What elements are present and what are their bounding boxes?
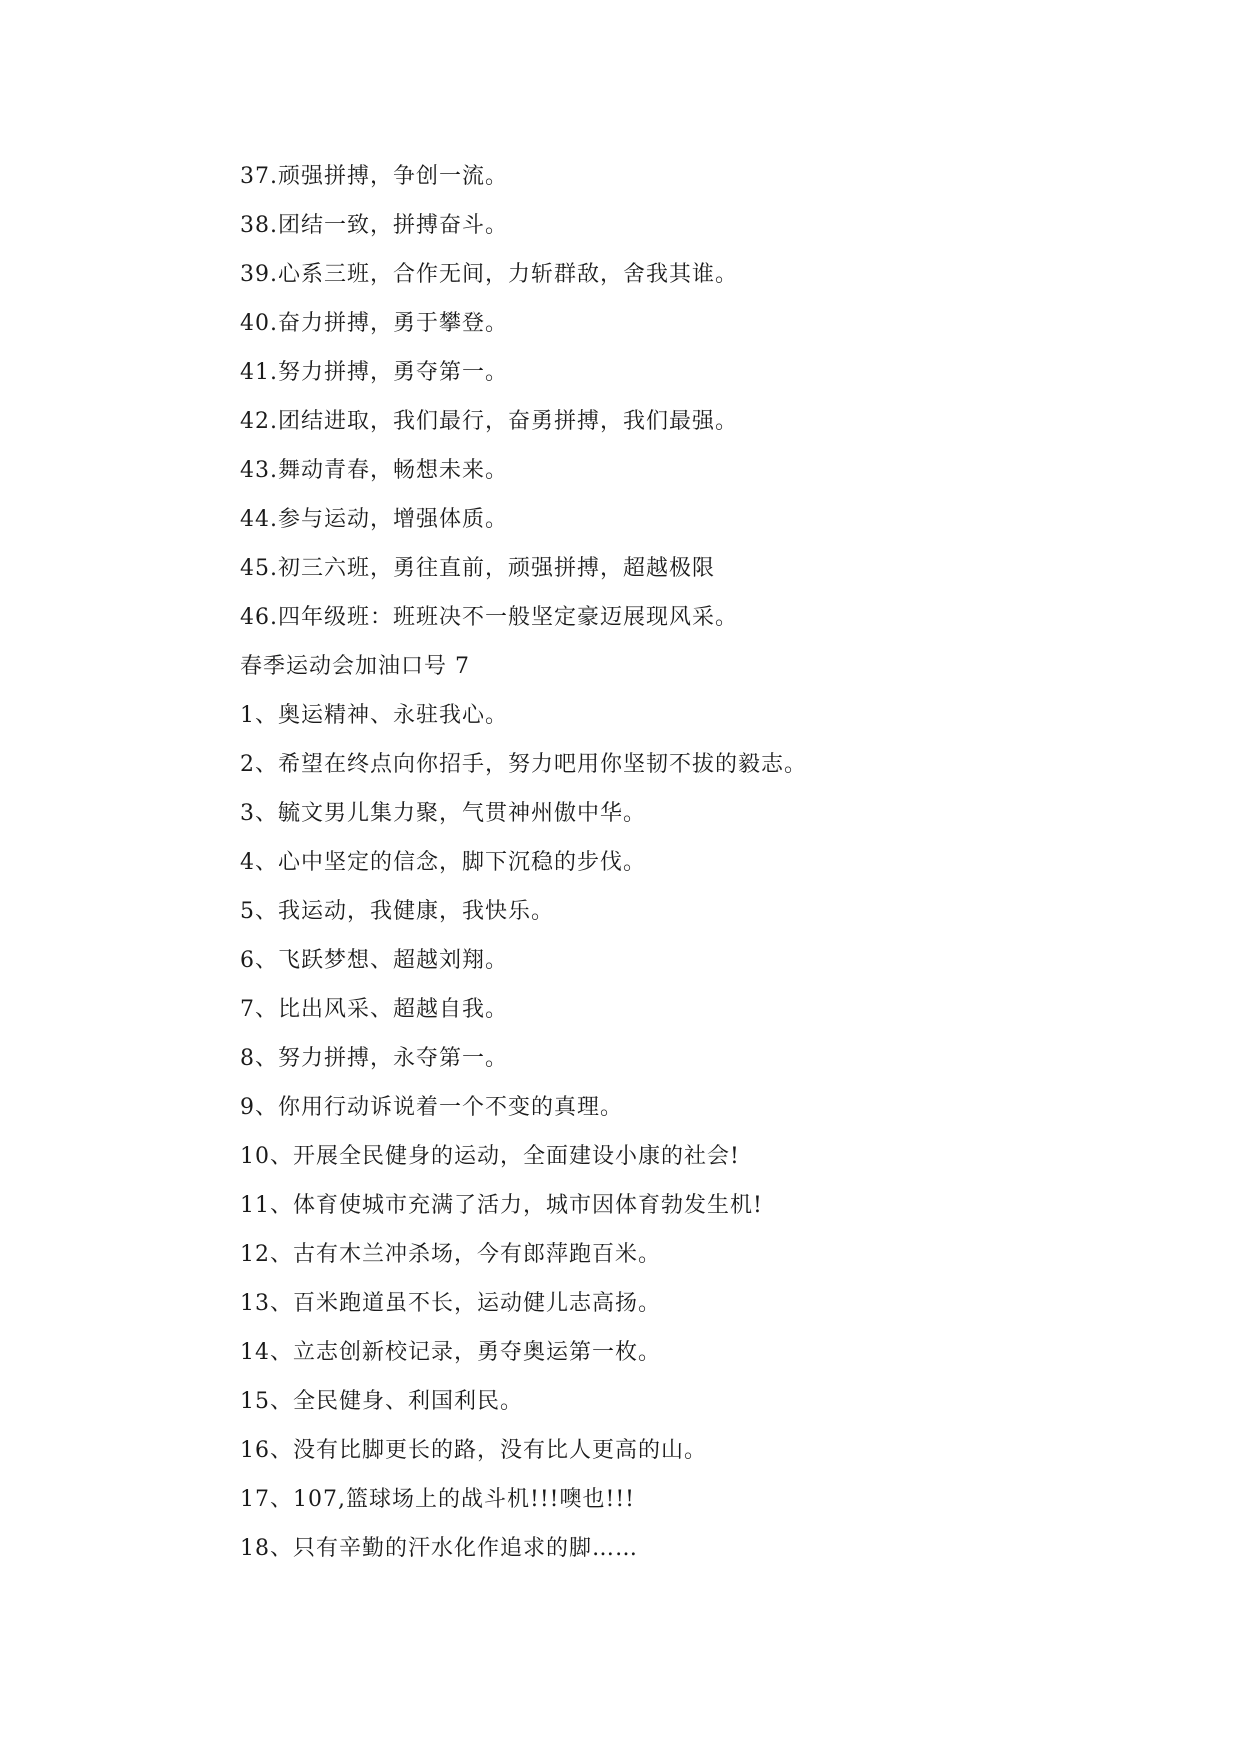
text-line: 40.奋力拼搏，勇于攀登。 xyxy=(240,311,508,336)
text-line: 11、体育使城市充满了活力，城市因体育勃发生机! xyxy=(240,1193,763,1218)
text-line: 1、奥运精神、永驻我心。 xyxy=(240,703,508,728)
text-line: 5、我运动，我健康，我快乐。 xyxy=(240,899,554,924)
document-body xyxy=(240,152,1140,1573)
text-line: 38.团结一致，拼搏奋斗。 xyxy=(240,213,508,238)
text-line: 15、全民健身、利国利民。 xyxy=(240,1389,523,1414)
text-line: 39.心系三班，合作无间，力斩群敌，舍我其谁。 xyxy=(240,262,738,287)
text-line: 17、107,篮球场上的战斗机!!!噢也!!! xyxy=(240,1487,636,1512)
text-line: 7、比出风采、超越自我。 xyxy=(240,997,508,1022)
text-line: 42.团结进取，我们最行，奋勇拼搏，我们最强。 xyxy=(240,409,738,434)
text-line: 3、毓文男儿集力聚，气贯神州傲中华。 xyxy=(240,801,646,826)
text-line: 43.舞动青春，畅想未来。 xyxy=(240,458,508,483)
text-line: 41.努力拼搏，勇夺第一。 xyxy=(240,360,508,385)
text-line: 13、百米跑道虽不长，运动健儿志高扬。 xyxy=(240,1291,661,1316)
text-line: 12、古有木兰冲杀场，今有郎萍跑百米。 xyxy=(240,1242,661,1267)
section-heading: 春季运动会加油口号 7 xyxy=(240,654,470,679)
text-line: 16、没有比脚更长的路，没有比人更高的山。 xyxy=(240,1438,707,1463)
text-line: 37.顽强拼搏，争创一流。 xyxy=(240,164,508,189)
text-line: 4、心中坚定的信念，脚下沉稳的步伐。 xyxy=(240,850,646,875)
text-line: 8、努力拼搏，永夺第一。 xyxy=(240,1046,508,1071)
text-line: 45.初三六班，勇往直前，顽强拼搏，超越极限 xyxy=(240,556,715,581)
text-line: 46.四年级班：班班决不一般坚定豪迈展现风采。 xyxy=(240,605,738,630)
text-line: 9、你用行动诉说着一个不变的真理。 xyxy=(240,1095,623,1120)
text-line: 10、开展全民健身的运动，全面建设小康的社会! xyxy=(240,1144,740,1169)
text-line: 14、立志创新校记录，勇夺奥运第一枚。 xyxy=(240,1340,661,1365)
text-line: 18、只有辛勤的汗水化作追求的脚…… xyxy=(240,1536,638,1561)
text-line: 44.参与运动，增强体质。 xyxy=(240,507,508,532)
text-line: 6、飞跃梦想、超越刘翔。 xyxy=(240,948,508,973)
text-line: 2、希望在终点向你招手，努力吧用你坚韧不拔的毅志。 xyxy=(240,752,807,777)
